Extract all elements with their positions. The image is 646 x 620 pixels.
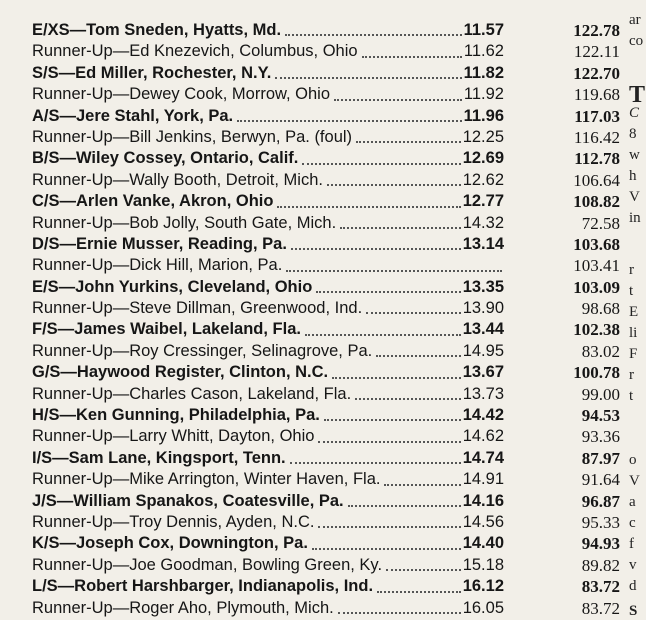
class-winner-row xyxy=(32,362,622,383)
dot-leader xyxy=(318,421,460,442)
dot-leader xyxy=(318,507,460,528)
elapsed-time: 13.44 xyxy=(462,320,504,339)
entrant-name: J/S—William Spanakos, Coatesville, Pa. xyxy=(32,491,344,510)
entrant-name: E/XS—Tom Sneden, Hyatts, Md. xyxy=(32,21,282,39)
elapsed-time: 11.57 xyxy=(463,21,504,39)
column-fragment: V xyxy=(629,189,640,205)
elapsed-time: 13.35 xyxy=(462,277,504,296)
elapsed-time: 11.82 xyxy=(463,63,504,82)
elapsed-time: 14.40 xyxy=(462,534,504,553)
class-winner-row xyxy=(32,63,622,84)
entrant-name: Runner-Up—Bob Jolly, South Gate, Mich. xyxy=(32,213,337,232)
column-fragment: t xyxy=(629,388,634,404)
elapsed-time: 14.42 xyxy=(462,406,504,425)
class-winner-row xyxy=(32,20,622,41)
class-winner-row xyxy=(32,319,622,340)
speed-mph: 112.78 xyxy=(574,149,620,169)
speed-mph: 89.82 xyxy=(581,555,620,575)
dot-leader xyxy=(348,486,461,507)
speed-mph: 83.72 xyxy=(581,598,620,618)
column-fragment: w xyxy=(629,147,640,163)
speed-mph: 83.72 xyxy=(581,577,620,597)
column-fragment: li xyxy=(629,325,638,341)
runner-up-row xyxy=(32,341,622,362)
class-winner-row xyxy=(32,106,622,127)
column-fragment: ar xyxy=(629,12,641,28)
dot-leader xyxy=(377,571,461,592)
dot-leader xyxy=(386,550,461,571)
entrant-name: Runner-Up—Mike Arrington, Winter Haven, Fla. xyxy=(32,470,381,489)
dot-leader xyxy=(316,272,460,293)
class-winner-row xyxy=(32,448,622,469)
speed-mph: 98.68 xyxy=(581,299,620,319)
column-fragment: v xyxy=(629,557,637,573)
dot-leader xyxy=(285,15,462,36)
speed-mph: 117.03 xyxy=(574,106,620,126)
speed-mph: 87.97 xyxy=(581,448,620,468)
column-fragment: co xyxy=(629,33,644,49)
speed-mph: 119.68 xyxy=(573,85,620,105)
entrant-name: Runner-Up—Troy Dennis, Ayden, N.C. xyxy=(32,512,315,531)
elapsed-time: 11.62 xyxy=(463,42,504,61)
dot-leader xyxy=(305,314,461,335)
dot-leader xyxy=(324,400,461,421)
speed-mph: 103.41 xyxy=(573,256,620,276)
speed-mph: 102.38 xyxy=(573,320,620,340)
elapsed-time: 13.90 xyxy=(462,299,504,318)
elapsed-time: 16.12 xyxy=(462,577,504,596)
dot-leader xyxy=(355,379,461,400)
entrant-name: S/S—Ed Miller, Rochester, N.Y. xyxy=(32,63,272,82)
entrant-name: A/S—Jere Stahl, York, Pa. xyxy=(32,106,234,125)
class-winner-row xyxy=(32,191,622,212)
entrant-name: L/S—Robert Harshbarger, Indianapolis, Ind. xyxy=(32,577,374,596)
column-fragment: in xyxy=(629,210,641,226)
runner-up-row xyxy=(32,469,622,490)
elapsed-time: 12.62 xyxy=(462,170,504,189)
entrant-name: C/S—Arlen Vanke, Akron, Ohio xyxy=(32,192,274,211)
speed-mph: 95.33 xyxy=(581,512,620,532)
dot-leader xyxy=(291,229,461,250)
entrant-name: K/S—Joseph Cox, Downington, Pa. xyxy=(32,534,308,553)
column-fragment: c xyxy=(629,515,636,531)
elapsed-time: 12.77 xyxy=(462,192,504,211)
entrant-name: Runner-Up—Roy Cressinger, Selinagrove, Pa. xyxy=(32,341,373,360)
speed-mph: 122.70 xyxy=(573,63,620,83)
entrant-name: Runner-Up—Joe Goodman, Bowling Green, Ky. xyxy=(32,555,383,574)
column-fragment: f xyxy=(629,536,634,552)
class-winner-row xyxy=(32,576,622,597)
elapsed-time: 14.95 xyxy=(462,341,504,360)
dot-leader xyxy=(332,357,461,378)
entrant-name: Runner-Up—Dewey Cook, Morrow, Ohio xyxy=(32,85,331,104)
column-fragment: r xyxy=(629,367,634,383)
entrant-name: D/S—Ernie Musser, Reading, Pa. xyxy=(32,234,287,253)
dot-leader xyxy=(376,336,460,357)
speed-mph: 103.68 xyxy=(573,234,620,254)
dot-leader xyxy=(362,36,462,57)
entrant-name: F/S—James Waibel, Lakeland, Fla. xyxy=(32,320,301,339)
elapsed-time: 14.32 xyxy=(462,213,504,232)
dot-leader xyxy=(275,58,461,79)
entrant-name: Runner-Up—Roger Aho, Plymouth, Mich. xyxy=(32,598,334,617)
elapsed-time: 14.74 xyxy=(462,448,504,467)
entrant-name: Runner-Up—Ed Knezevich, Columbus, Ohio xyxy=(32,42,358,61)
speed-mph: 116.42 xyxy=(573,127,620,147)
speed-mph: 83.02 xyxy=(581,341,620,361)
column-fragment: T xyxy=(629,82,646,108)
column-fragment: o xyxy=(629,452,637,468)
column-fragment: C xyxy=(629,105,640,121)
elapsed-time: 14.62 xyxy=(462,427,504,446)
column-fragment: t xyxy=(629,283,634,299)
entrant-name: Runner-Up—Larry Whitt, Dayton, Ohio xyxy=(32,427,315,446)
elapsed-time: 14.56 xyxy=(462,512,504,531)
column-fragment: d xyxy=(629,578,637,594)
column-fragment: V xyxy=(629,473,640,489)
entrant-name: E/S—John Yurkins, Cleveland, Ohio xyxy=(32,277,313,296)
dot-leader xyxy=(366,293,461,314)
column-fragment: F xyxy=(629,346,638,362)
dot-leader xyxy=(384,464,460,485)
elapsed-time: 13.73 xyxy=(462,384,504,403)
entrant-name: H/S—Ken Gunning, Philadelphia, Pa. xyxy=(32,406,320,425)
column-fragment: E xyxy=(629,304,639,320)
dot-leader xyxy=(290,443,461,464)
column-fragment: r xyxy=(629,262,634,278)
speed-mph: 96.87 xyxy=(581,491,620,511)
column-fragment: a xyxy=(629,494,636,510)
dot-leader xyxy=(334,79,462,100)
speed-mph: 94.53 xyxy=(581,406,620,426)
column-fragment: h xyxy=(629,168,637,184)
speed-mph: 72.58 xyxy=(581,213,620,233)
dot-leader xyxy=(277,186,460,207)
speed-mph: 103.09 xyxy=(573,277,620,297)
entrant-name: Runner-Up—Bill Jenkins, Berwyn, Pa. (foul) xyxy=(32,127,353,146)
entrant-name: Runner-Up—Dick Hill, Marion, Pa. xyxy=(32,256,283,275)
speed-mph: 91.64 xyxy=(581,470,620,490)
results-list xyxy=(32,20,622,619)
dot-leader xyxy=(237,101,461,122)
dot-leader xyxy=(356,122,461,143)
elapsed-time: 12.25 xyxy=(462,127,504,146)
entrant-name: Runner-Up—Charles Cason, Lakeland, Fla. xyxy=(32,384,352,403)
dot-leader xyxy=(340,208,461,229)
speed-mph: 108.82 xyxy=(573,192,620,212)
entrant-name: Runner-Up—Wally Booth, Detroit, Mich. xyxy=(32,170,323,189)
elapsed-time: 13.67 xyxy=(462,363,504,382)
speed-mph: 122.78 xyxy=(573,21,620,40)
speed-mph: 122.11 xyxy=(573,42,620,62)
adjacent-column-text xyxy=(627,0,646,619)
column-fragment: 8 xyxy=(629,126,637,142)
runner-up-row xyxy=(32,555,622,576)
speed-mph: 100.78 xyxy=(573,363,620,383)
elapsed-time: 13.14 xyxy=(462,234,504,253)
speed-mph: 94.93 xyxy=(581,534,620,554)
speed-mph: 99.00 xyxy=(581,384,620,404)
entrant-name: G/S—Haywood Register, Clinton, N.C. xyxy=(32,363,329,382)
column-fragment: S xyxy=(629,603,638,619)
entrant-name: B/S—Wiley Cossey, Ontario, Calif. xyxy=(32,149,299,168)
elapsed-time: 12.69 xyxy=(462,149,504,168)
class-winner-row xyxy=(32,533,622,554)
elapsed-time: 16.05 xyxy=(462,598,504,617)
dot-leader xyxy=(286,250,502,271)
elapsed-time: 11.92 xyxy=(463,85,504,104)
dot-leader xyxy=(302,143,460,164)
runner-up-row xyxy=(32,598,622,619)
entrant-name: I/S—Sam Lane, Kingsport, Tenn. xyxy=(32,448,286,467)
dot-leader xyxy=(338,593,461,614)
speed-mph: 93.36 xyxy=(581,427,620,447)
elapsed-time: 15.18 xyxy=(462,555,504,574)
elapsed-time: 11.96 xyxy=(463,106,504,125)
entrant-name: Runner-Up—Steve Dillman, Greenwood, Ind. xyxy=(32,299,363,318)
dot-leader xyxy=(312,528,461,549)
speed-mph: 106.64 xyxy=(573,170,620,190)
class-winner-row xyxy=(32,277,622,298)
elapsed-time: 14.16 xyxy=(462,491,504,510)
elapsed-time: 14.91 xyxy=(462,470,504,489)
dot-leader xyxy=(327,165,461,186)
